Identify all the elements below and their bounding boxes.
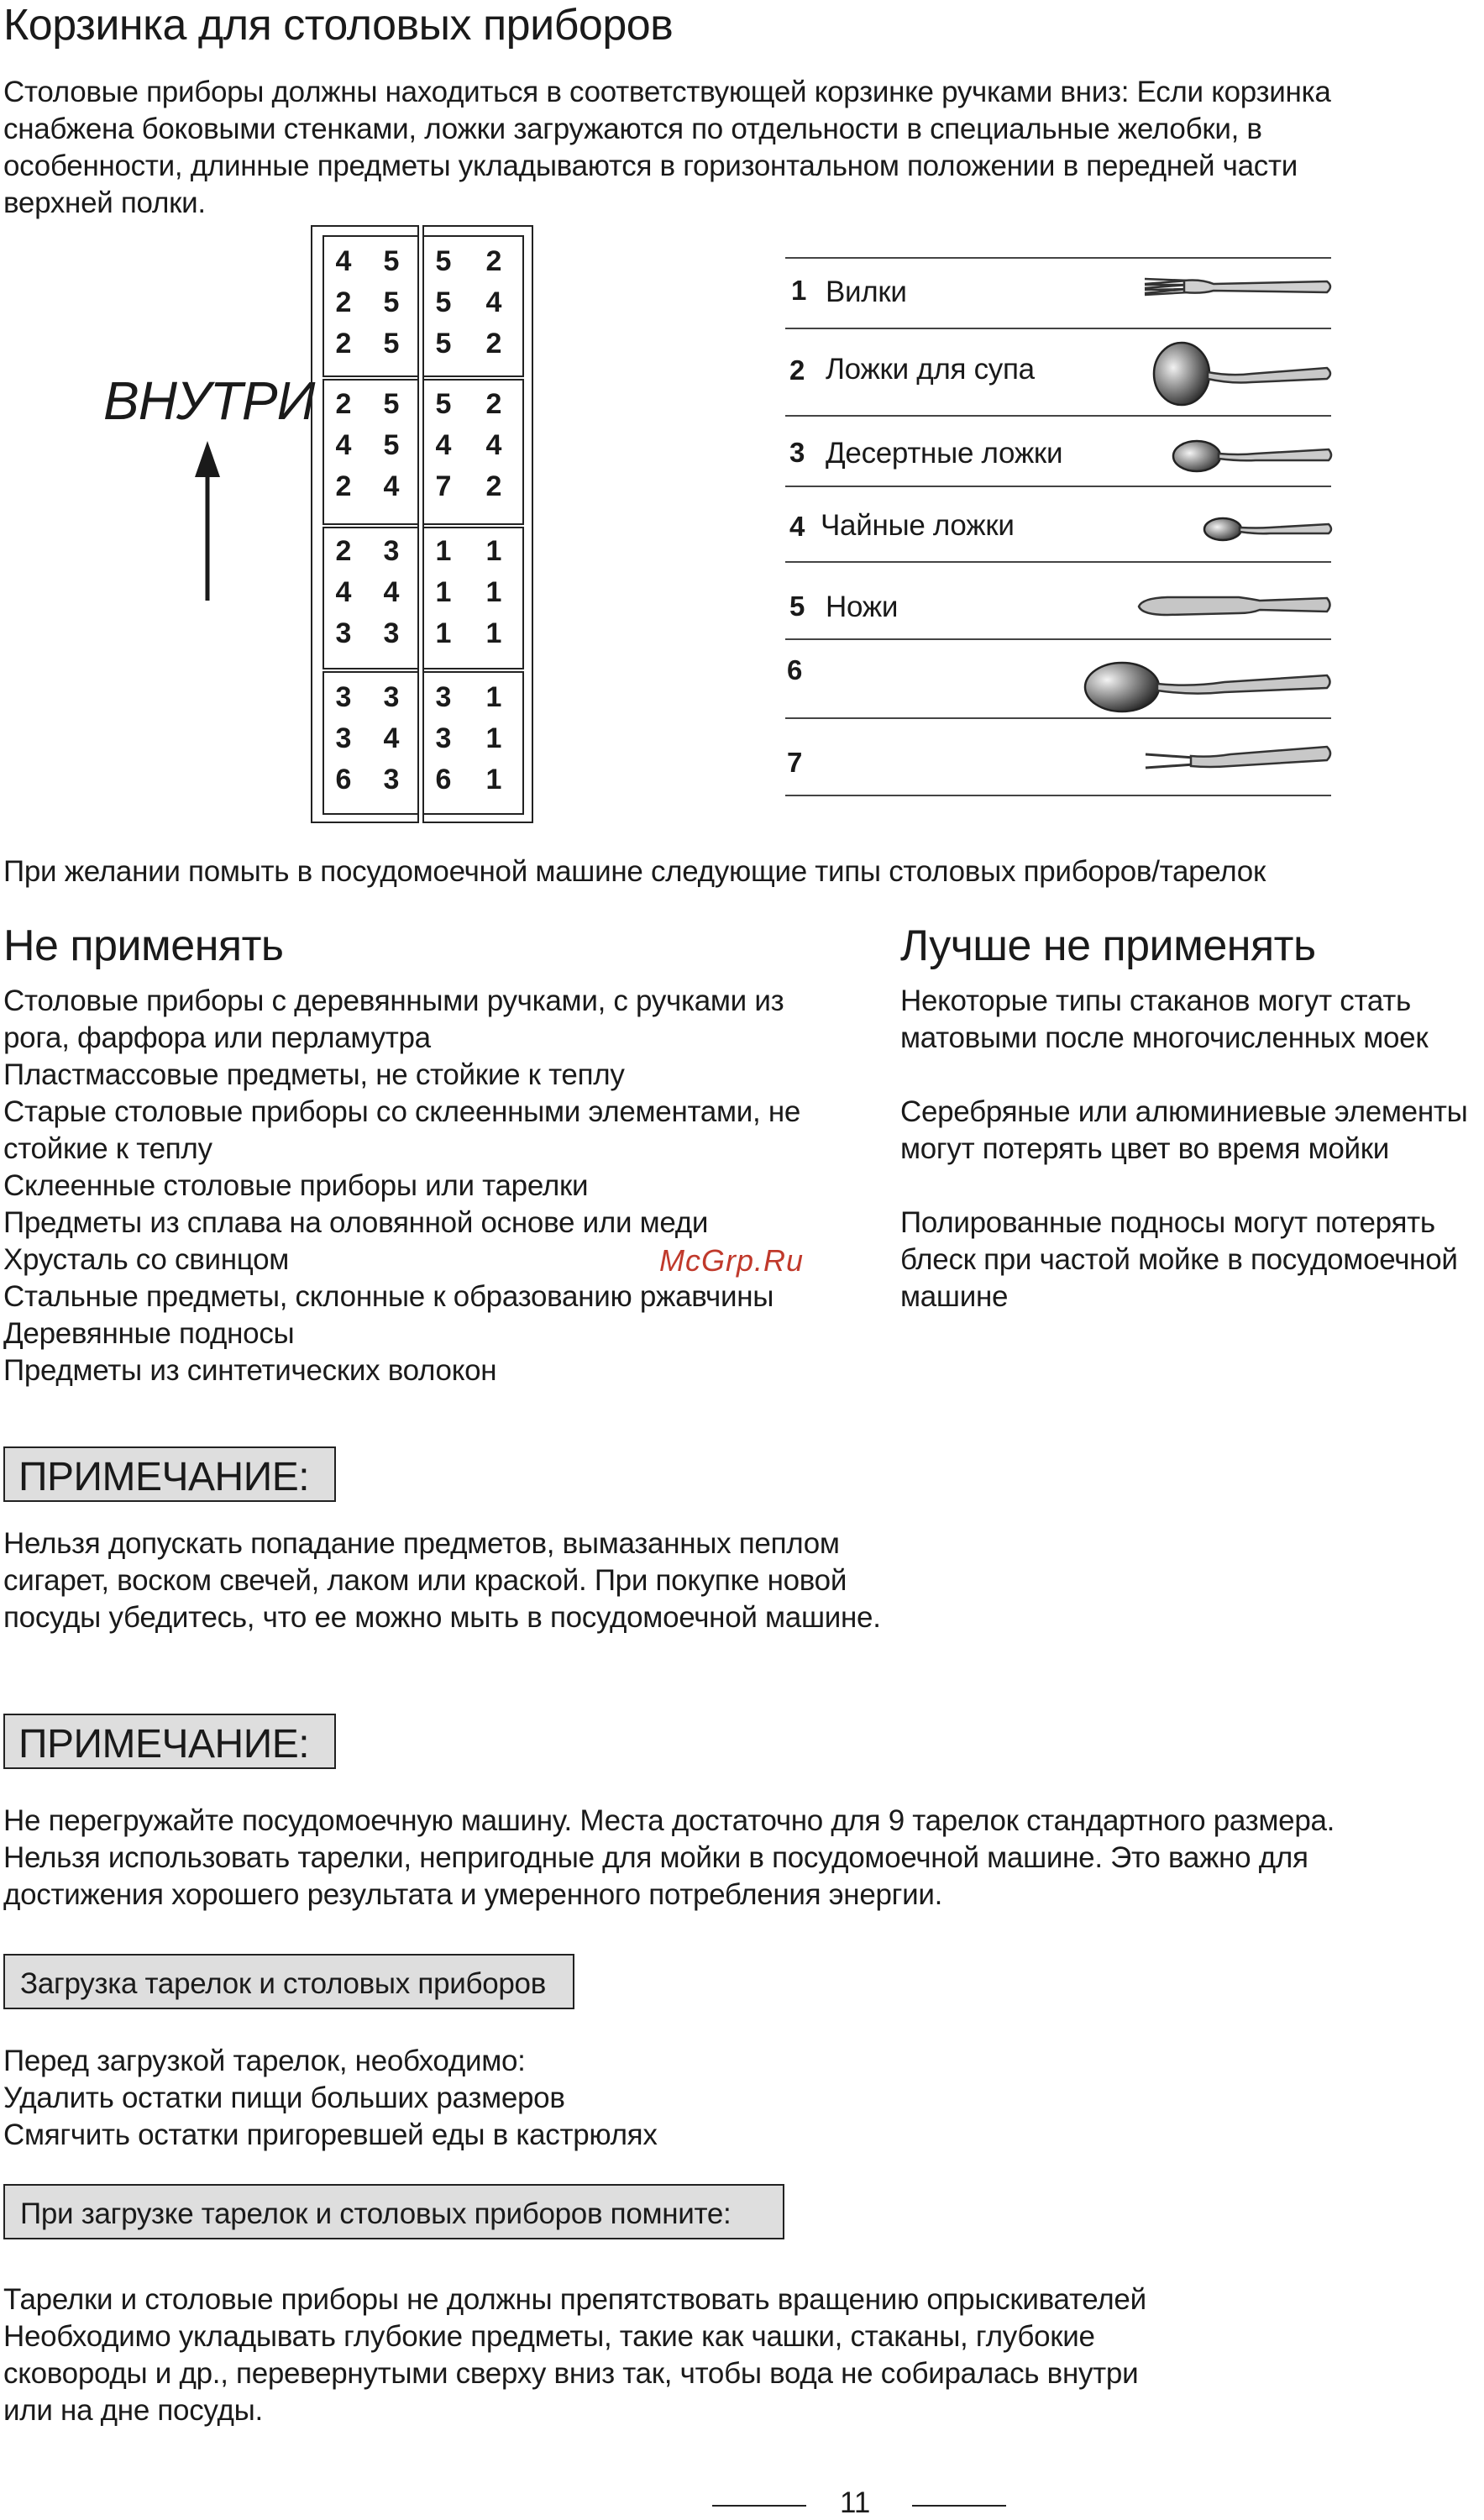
list-item: Некоторые типы стаканов могут стать: [900, 984, 1411, 1017]
basket-slot-number: 4: [383, 576, 400, 608]
basket-slot-number: 5: [383, 328, 400, 360]
note-text: [3, 1803, 1335, 1914]
intro-paragraph: [3, 74, 1331, 222]
teaspoon-icon: [1203, 512, 1335, 546]
serving-fork-icon: [1142, 739, 1335, 781]
list-item: Деревянные подносы: [3, 1317, 295, 1350]
serving-spoon-icon: [1082, 655, 1335, 714]
legend-divider: [785, 486, 1331, 487]
basket-slot-number: 4: [335, 576, 352, 608]
basket-slot-number: 5: [435, 328, 452, 360]
remember-text: [3, 2281, 1146, 2429]
basket-slot-number: 2: [485, 470, 502, 502]
basket-slot-number: 3: [383, 617, 400, 649]
wash-intro: При желании помыть в посудомоечной машине следующие типы столовых приборов/тарелок: [3, 855, 1266, 888]
list-item: могут потерять цвет во время мойки: [900, 1132, 1390, 1165]
list-item: машине: [900, 1280, 1009, 1313]
note-line: Не перегружайте посудомоечную машину. Места достаточно для 9 тарелок стандартного размера.: [3, 1804, 1335, 1837]
list-item: Предметы из сплава на оловянной основе или меди: [3, 1206, 709, 1239]
basket-slot-number: 5: [383, 245, 400, 277]
legend-label: Чайные ложки: [821, 509, 1015, 542]
basket-slot-number: 3: [335, 722, 352, 754]
page-title: Корзинка для столовых приборов: [3, 1, 674, 50]
basket-slot-number: 5: [383, 429, 400, 461]
basket-slot-number: 5: [435, 286, 452, 318]
legend-label: Десертные ложки: [826, 437, 1063, 470]
basket-slot-number: 4: [335, 429, 352, 461]
basket-slot-number: 1: [485, 617, 502, 649]
list-item: Предметы из синтетических волокон: [3, 1354, 497, 1387]
basket-slot-number: 1: [485, 576, 502, 608]
text-line: Удалить остатки пищи больших размеров: [3, 2082, 565, 2114]
note-label: ПРИМЕЧАНИЕ:: [18, 1722, 310, 1767]
note-line: достижения хорошего результата и умеренного потребления энергии.: [3, 1878, 943, 1911]
legend-divider: [785, 257, 1331, 259]
basket-slot-number: 3: [435, 722, 452, 754]
loading-text: [3, 2043, 658, 2154]
footer-rule: [912, 2505, 1006, 2507]
intro-line: особенности, длинные предметы укладываются в горизонтальном положении в передней части: [3, 150, 1298, 182]
legend-number: 3: [789, 437, 805, 468]
footer-rule: [712, 2505, 806, 2507]
basket-slot-number: 5: [383, 388, 400, 420]
list-item: Склеенные столовые приборы или тарелки: [3, 1169, 589, 1202]
legend-label: Ножи: [826, 591, 899, 623]
basket-slot-number: 5: [383, 286, 400, 318]
basket-slot-number: 1: [435, 617, 452, 649]
legend-divider: [785, 415, 1331, 417]
basket-slot-number: 2: [485, 245, 502, 277]
basket-slot-number: 3: [435, 681, 452, 713]
text-line: сковороды и др., перевернутыми сверху вниз так, чтобы вода не собиралась внутри: [3, 2357, 1139, 2390]
up-arrow-icon: [186, 437, 228, 605]
text-line: Необходимо укладывать глубокие предметы, такие как чашки, стаканы, глубокие: [3, 2320, 1095, 2353]
legend-label: Ложки для супа: [826, 353, 1035, 386]
basket-slot-number: 7: [435, 470, 452, 502]
legend-label: Вилки: [826, 276, 907, 308]
basket-slot-number: 2: [485, 328, 502, 360]
list-spacer: [900, 1057, 1467, 1094]
note-label-box: [3, 1446, 336, 1502]
basket-slot-number: 1: [485, 681, 502, 713]
basket-slot-number: 1: [435, 576, 452, 608]
basket-slot-number: 4: [435, 429, 452, 461]
basket-slot-number: 4: [383, 470, 400, 502]
intro-line: верхней полки.: [3, 186, 206, 219]
note-label-box: [3, 1714, 336, 1769]
list-spacer: [900, 1168, 1467, 1205]
fork-icon: [1138, 270, 1335, 304]
note-line: сигарет, воском свечей, лаком или краской. При покупке новой: [3, 1564, 847, 1597]
list-item: Полированные подносы могут потерять: [900, 1206, 1435, 1239]
basket-slot-number: 1: [485, 764, 502, 795]
list-item: матовыми после многочисленных моек: [900, 1021, 1429, 1054]
basket-slot-number: 2: [335, 535, 352, 567]
basket-slot-number: 4: [485, 286, 502, 318]
do-not-use-heading: Не применять: [3, 921, 284, 970]
basket-slot-number: 1: [485, 535, 502, 567]
list-item: рога, фарфора или перламутра: [3, 1021, 431, 1054]
knife-icon: [1134, 590, 1335, 623]
inside-direction-label: ВНУТРИ: [103, 370, 315, 431]
note-line: посуды убедитесь, что ее можно мыть в посудомоечной машине.: [3, 1601, 881, 1634]
page-number: 11: [840, 2486, 871, 2519]
basket-slot-number: 4: [485, 429, 502, 461]
do-not-use-list: [3, 983, 800, 1389]
basket-slot-number: 3: [335, 681, 352, 713]
note-label: ПРИМЕЧАНИЕ:: [18, 1455, 310, 1499]
better-not-use-heading: Лучше не применять: [900, 921, 1316, 970]
basket-slot-number: 4: [383, 722, 400, 754]
legend-number: 6: [787, 654, 803, 685]
basket-slot-number: 3: [383, 764, 400, 795]
text-line: или на дне посуды.: [3, 2394, 263, 2427]
list-item: Хрусталь со свинцом: [3, 1243, 290, 1276]
legend-divider: [785, 717, 1331, 719]
watermark: McGrp.Ru: [659, 1243, 805, 1278]
basket-slot-number: 1: [435, 535, 452, 567]
legend-divider: [785, 561, 1331, 563]
basket-slot-number: 5: [435, 388, 452, 420]
legend-number: 7: [787, 747, 803, 778]
section-label-box: [3, 1954, 574, 2009]
note-line: Нельзя использовать тарелки, непригодные для мойки в посудомоечной машине. Это важно для: [3, 1841, 1308, 1874]
legend-number: 1: [791, 275, 807, 306]
section-label: При загрузке тарелок и столовых приборов помните:: [20, 2197, 732, 2230]
basket-slot-number: 3: [383, 535, 400, 567]
legend-divider: [785, 638, 1331, 640]
list-item: Серебряные или алюминиевые элементы: [900, 1095, 1468, 1128]
soup-spoon-icon: [1151, 340, 1335, 407]
basket-slot-number: 1: [485, 722, 502, 754]
list-item: Старые столовые приборы со склеенными элементами, не: [3, 1095, 801, 1128]
legend-divider: [785, 328, 1331, 329]
basket-slot-number: 6: [335, 764, 352, 795]
list-item: Пластмассовые предметы, не стойкие к теплу: [3, 1058, 625, 1091]
list-item: Столовые приборы с деревянными ручками, с ручками из: [3, 984, 784, 1017]
basket-slot-number: 2: [335, 286, 352, 318]
text-line: Тарелки и столовые приборы не должны препятствовать вращению опрыскивателей: [3, 2283, 1146, 2316]
text-line: Перед загрузкой тарелок, необходимо:: [3, 2045, 526, 2077]
basket-slot-number: 2: [335, 470, 352, 502]
basket-slot-number: 3: [335, 617, 352, 649]
intro-line: Столовые приборы должны находиться в соответствующей корзинке ручками вниз: Если корзинка: [3, 76, 1331, 108]
section-label: Загрузка тарелок и столовых приборов: [20, 1967, 547, 2000]
note-text: [3, 1525, 881, 1636]
section-label-box: [3, 2184, 784, 2239]
legend-number: 4: [789, 511, 805, 542]
basket-slot-number: 2: [335, 328, 352, 360]
intro-line: снабжена боковыми стенками, ложки загружаются по отдельности в специальные желобки, в: [3, 113, 1262, 145]
note-line: Нельзя допускать попадание предметов, вымазанных пеплом: [3, 1527, 840, 1560]
dessert-spoon-icon: [1172, 435, 1335, 477]
basket-slot-number: 3: [383, 681, 400, 713]
list-item: Стальные предметы, склонные к образованию ржавчины: [3, 1280, 774, 1313]
basket-slot-number: 5: [435, 245, 452, 277]
list-item: блеск при частой мойке в посудомоечной: [900, 1243, 1458, 1276]
basket-slot-number: 6: [435, 764, 452, 795]
legend-number: 5: [789, 591, 805, 622]
text-line: Смягчить остатки пригоревшей еды в кастрюлях: [3, 2118, 658, 2151]
better-not-use-list: [900, 983, 1467, 1315]
basket-slot-number: 2: [485, 388, 502, 420]
list-item: стойкие к теплу: [3, 1132, 212, 1165]
basket-slot-number: 2: [335, 388, 352, 420]
legend-divider: [785, 795, 1331, 796]
basket-slot-number: 4: [335, 245, 352, 277]
legend-number: 2: [789, 354, 805, 386]
